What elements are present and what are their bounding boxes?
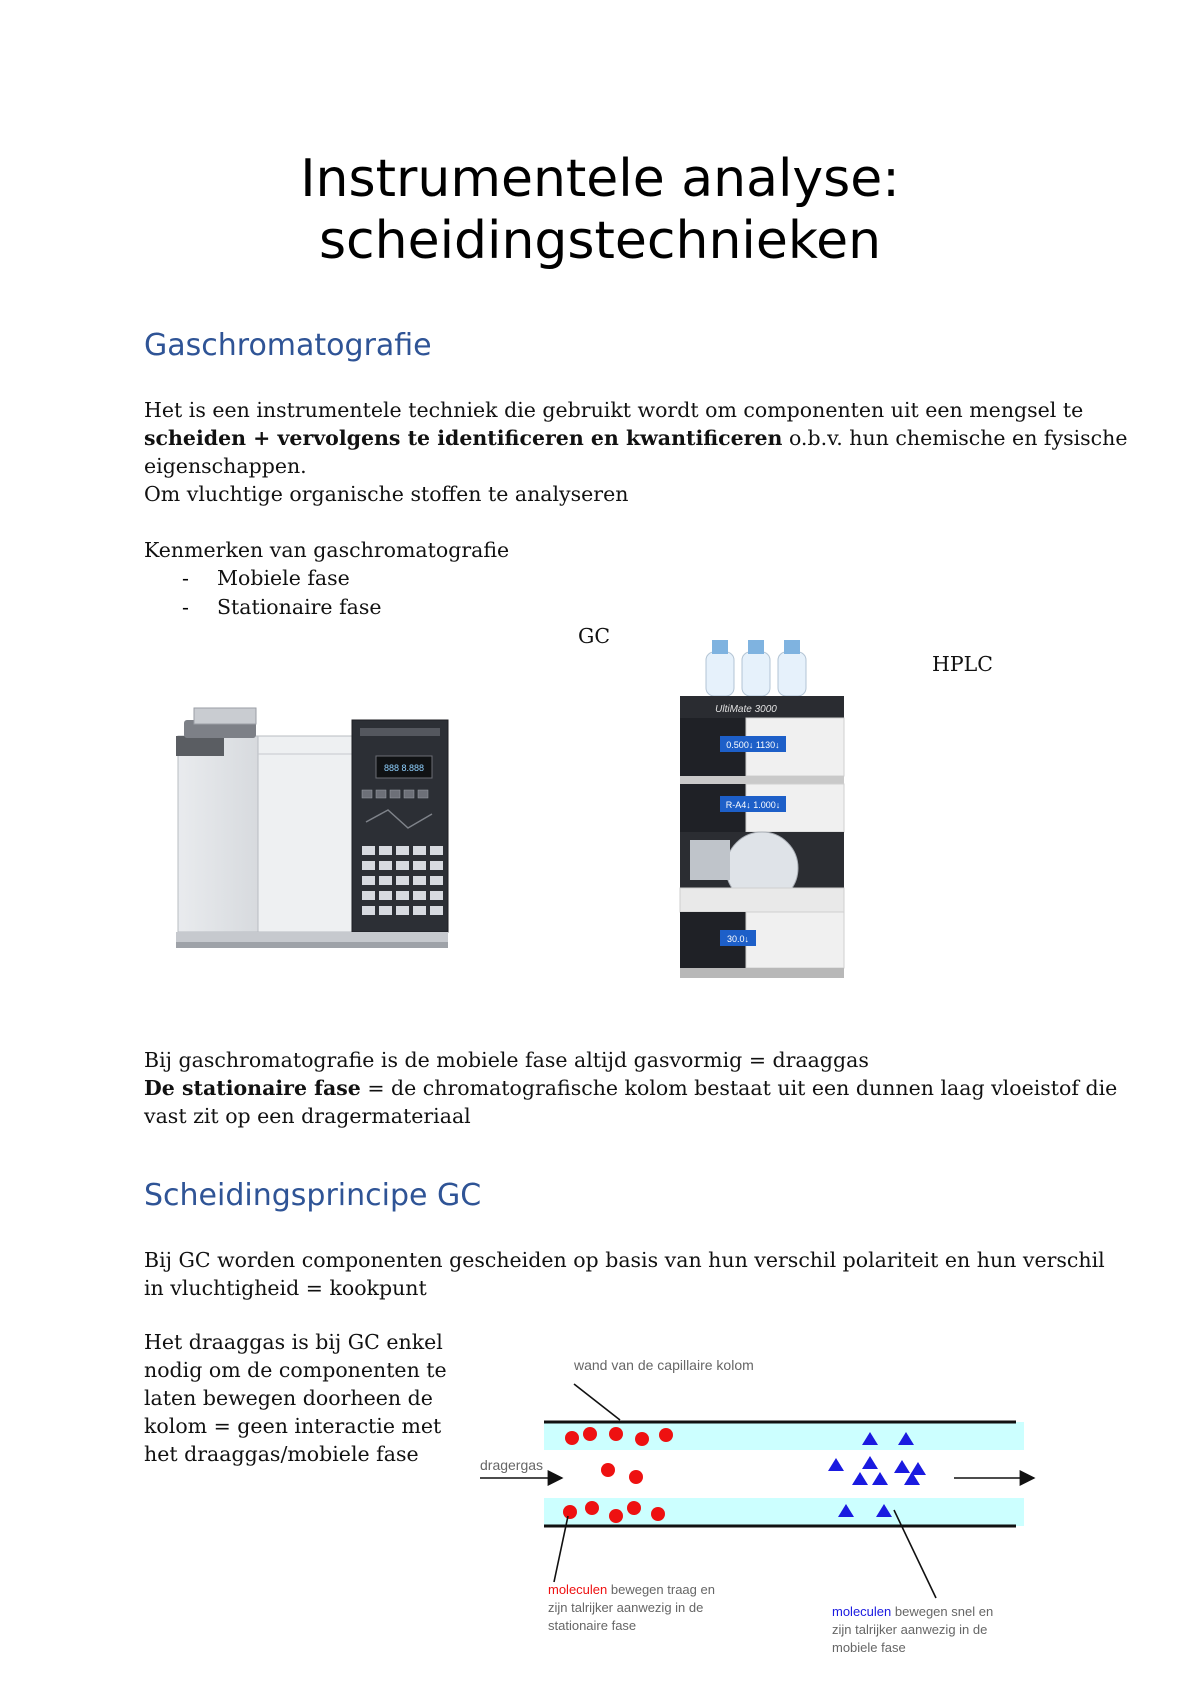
carrier-text-line-2: nodig om de componenten te [144, 1358, 447, 1382]
red-caption-line-3: stationaire fase [548, 1618, 637, 1633]
intro-line-3: eigenschappen. [144, 454, 307, 478]
intro-bold: scheiden + vervolgens te identificeren en kwantificeren [144, 426, 783, 450]
red-molecule [609, 1509, 623, 1523]
caption-gc: GC [578, 624, 611, 648]
hplc-display-3: 30.0↓ [726, 934, 750, 944]
red-molecule [635, 1432, 649, 1446]
stationary-phase-line-1 [144, 1074, 1117, 1102]
blue-molecule [828, 1458, 844, 1471]
stationary-phase-line-2: vast zit op een dragermateriaal [144, 1104, 471, 1128]
red-molecule [627, 1501, 641, 1515]
list-bullet-2: - [182, 595, 189, 619]
red-caption-colored: moleculen [548, 1582, 608, 1597]
list-item-mobiele-fase: Mobiele fase [217, 566, 350, 590]
list-bullet-1: - [182, 566, 189, 590]
red-molecule [659, 1428, 673, 1442]
carrier-gas-label: dragergas [480, 1457, 544, 1473]
red-molecule [583, 1427, 597, 1441]
hplc-instrument-image [676, 630, 848, 1006]
intro-line-2 [144, 424, 1128, 452]
carrier-text-line-1: Het draaggas is bij GC enkel [144, 1330, 443, 1354]
red-caption-rest: bewegen traag en [607, 1582, 715, 1597]
blue-caption-line-3: mobiele fase [832, 1640, 906, 1655]
carrier-text-line-3: laten bewegen doorheen de [144, 1386, 433, 1410]
doc-title-line-2: scheidingstechnieken [318, 211, 882, 271]
blue-molecule [862, 1456, 878, 1469]
red-molecule [585, 1501, 599, 1515]
red-molecule [601, 1463, 615, 1477]
heading-gaschromatografie: Gaschromatografie [144, 328, 432, 363]
list-intro: Kenmerken van gaschromatografie [144, 538, 510, 562]
caption-hplc: HPLC [932, 652, 993, 676]
red-molecule [565, 1431, 579, 1445]
mobile-phase-line: Bij gaschromatografie is de mobiele fase altijd gasvormig = draaggas [144, 1048, 869, 1072]
stationary-phase-bold: De stationaire fase [144, 1076, 361, 1100]
red-molecule [651, 1507, 665, 1521]
gc-separation-diagram [474, 1348, 1040, 1668]
gc-instrument-image [176, 706, 456, 952]
list-item-stationaire-fase: Stationaire fase [217, 595, 382, 619]
blue-molecule [894, 1460, 910, 1473]
principle-line-1: Bij GC worden componenten gescheiden op basis van hun verschil polariteit en hun verschil [144, 1248, 1105, 1272]
doc-title-line-1: Instrumentele analyse: [300, 149, 900, 209]
blue-caption-rest: bewegen snel en [891, 1604, 994, 1619]
intro-line-2-rest: o.b.v. hun chemische en fysische [782, 426, 1128, 450]
red-caption-line-2: zijn talrijker aanwezig in de [548, 1600, 704, 1615]
blue-caption-colored: moleculen [832, 1604, 892, 1619]
blue-caption-line-1 [832, 1604, 993, 1619]
blue-molecule [872, 1472, 888, 1485]
red-molecule [629, 1470, 643, 1484]
heading-scheidingsprincipe-gc: Scheidingsprincipe GC [144, 1178, 482, 1213]
wall-label: wand van de capillaire kolom [574, 1357, 754, 1373]
intro-line-1: Het is een instrumentele techniek die gebruikt wordt om componenten uit een mengsel te [144, 398, 1084, 422]
carrier-text-line-4: kolom = geen interactie met [144, 1414, 442, 1438]
carrier-text-line-5: het draaggas/mobiele fase [144, 1442, 419, 1466]
hplc-display-2: R-A4↓ 1.000↓ [725, 800, 781, 810]
stationary-phase-rest: = de chromatografische kolom bestaat uit een dunnen laag vloeistof die [360, 1076, 1118, 1100]
red-caption-line-1 [548, 1582, 715, 1597]
hplc-model-label: UltiMate 3000 [715, 704, 777, 715]
blue-caption-line-2: zijn talrijker aanwezig in de [832, 1622, 988, 1637]
blue-molecule [852, 1472, 868, 1485]
principle-line-2: in vluchtigheid = kookpunt [144, 1276, 427, 1300]
red-molecule [563, 1505, 577, 1519]
red-molecule [609, 1427, 623, 1441]
wall-pointer-line [574, 1384, 620, 1420]
gc-display-text: 888 8.888 [383, 763, 425, 773]
purpose-line: Om vluchtige organische stoffen te analyseren [144, 482, 629, 506]
hplc-display-1: 0.500↓ 1130↓ [726, 740, 780, 750]
